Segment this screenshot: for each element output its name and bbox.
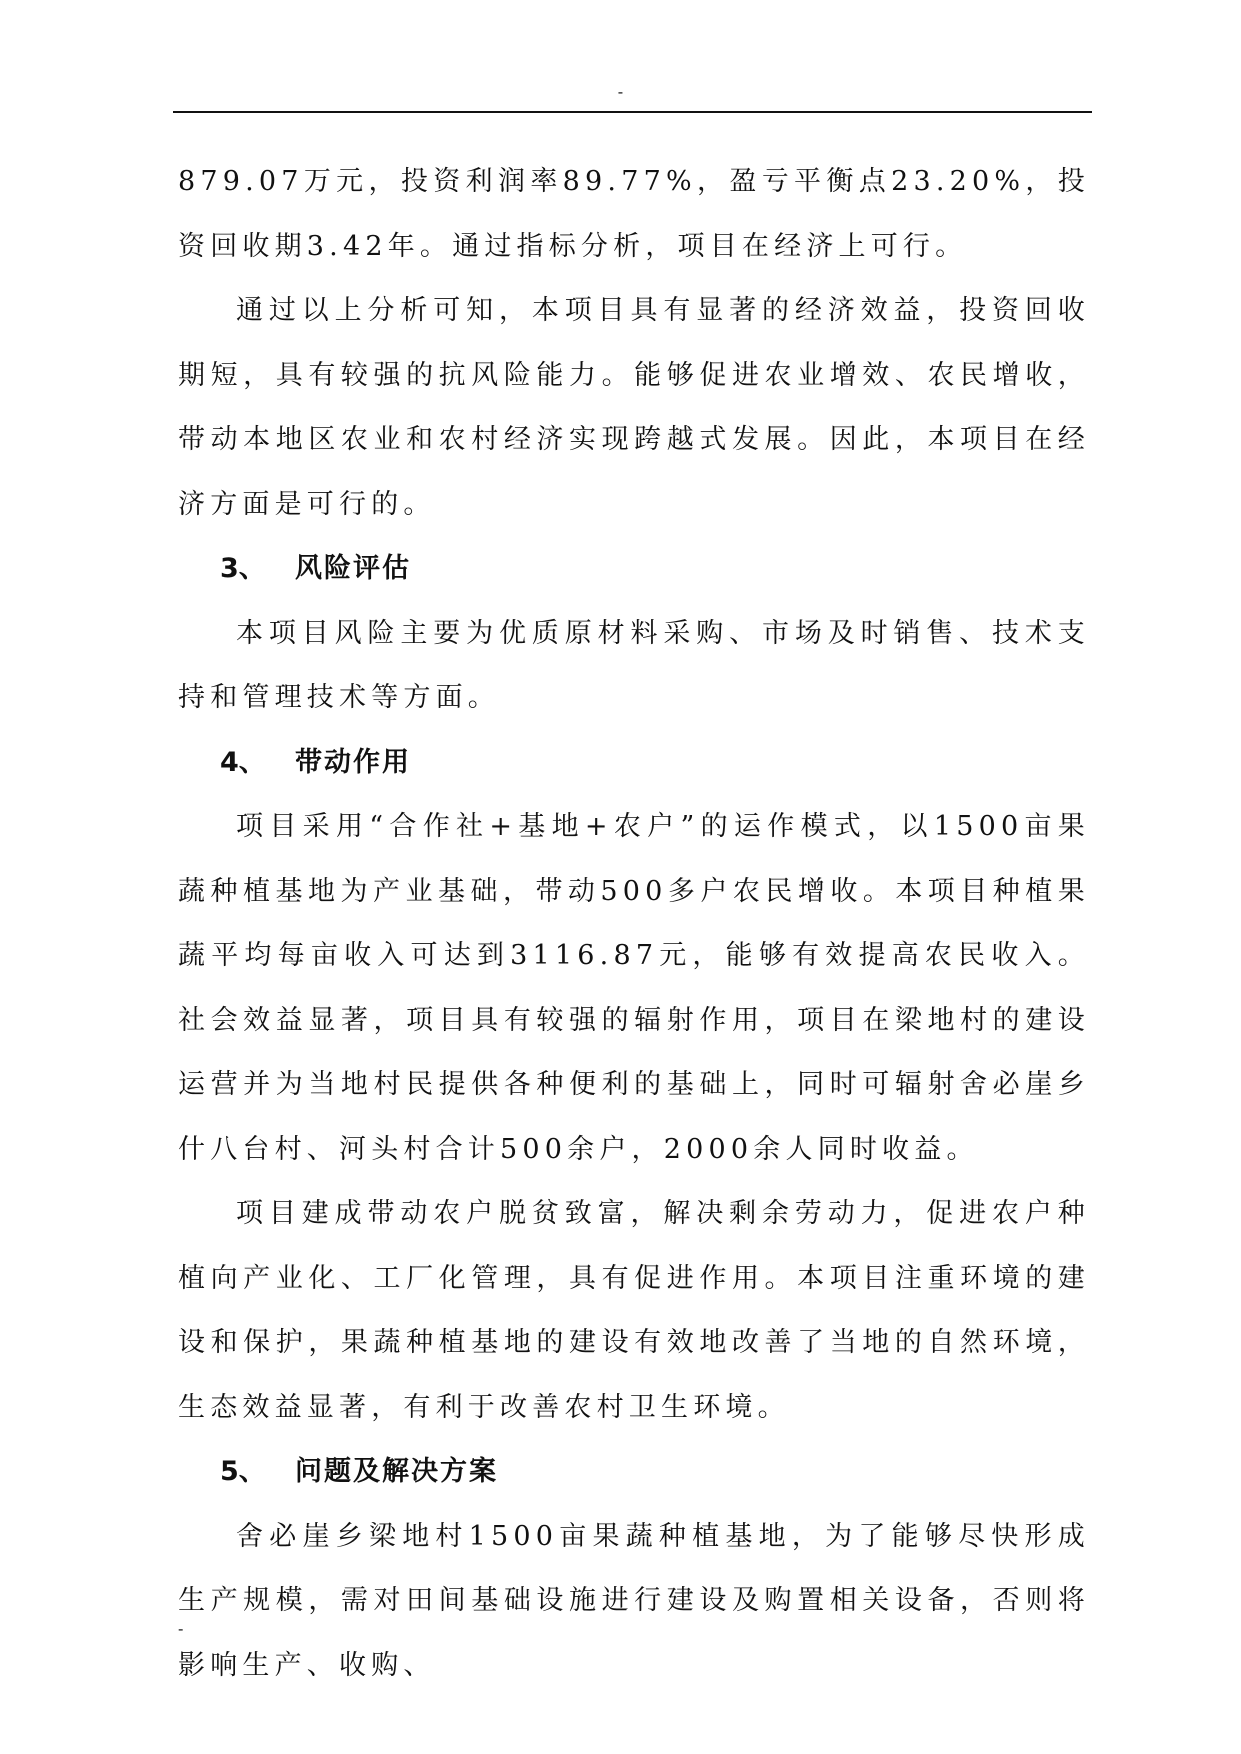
paragraph-risk: 本项目风险主要为优质原材料采购、市场及时销售、技术支持和管理技术等方面。 [178,617,1090,713]
section-title: 问题及解决方案 [295,1456,498,1487]
section-heading-risk [178,537,1090,602]
paragraph-problems: 舍必崖乡梁地村1500亩果蔬种植基地，为了能够尽快形成生产规模，需对田间基础设施进行建设及购置相关设备，否则将影响生产、收购、 [178,1520,1090,1681]
section-title: 风险评估 [295,553,411,584]
section-title: 带动作用 [295,746,411,778]
section-number: 5、 [220,1456,266,1487]
section-heading-problems [178,1440,1090,1505]
page-header-mark: - [617,82,624,101]
paragraph-impact-model: 项目采用“合作社+基地+农户”的运作模式，以1500亩果蔬种植基地为产业基础，带动500多户农民增收。本项目种植果蔬平均每亩收入可达到3116.87元，能够有效提高农民收入。社会效益显著，项目具有较强的辐射作用，项目在梁地村的建设运营并为当地村民提供各种便利的基础上，同时可辐射舍必崖乡什八台村、河头村合计500余户，2000余人同时收益。 [178,811,1090,1165]
document-body [178,150,1090,1698]
page-footer-mark: - [178,1619,184,1638]
section-heading-impact [178,731,1090,796]
paragraph-impact-environment: 项目建成带动农户脱贫致富，解决剩余劳动力，促进农户种植向产业化、工厂化管理，具有促进作用。本项目注重环境的建设和保护，果蔬种植基地的建设有效地改善了当地的自然环境，生态效益显著，有利于改善农村卫生环境。 [178,1198,1090,1423]
header-rule [173,111,1092,113]
section-number: 4、 [220,746,266,778]
paragraph-economic-conclusion: 通过以上分析可知，本项目具有显著的经济效益，投资回收期短，具有较强的抗风险能力。能够促进农业增效、农民增收，带动本地区农业和农村经济实现跨越式发展。因此，本项目在经济方面是可行的。 [178,295,1090,520]
section-number: 3、 [220,553,266,584]
paragraph-economic-indicators: 879.07万元，投资利润率89.77%，盈亏平衡点23.20%，投资回收期3.42年。通过指标分析，项目在经济上可行。 [178,166,1090,262]
